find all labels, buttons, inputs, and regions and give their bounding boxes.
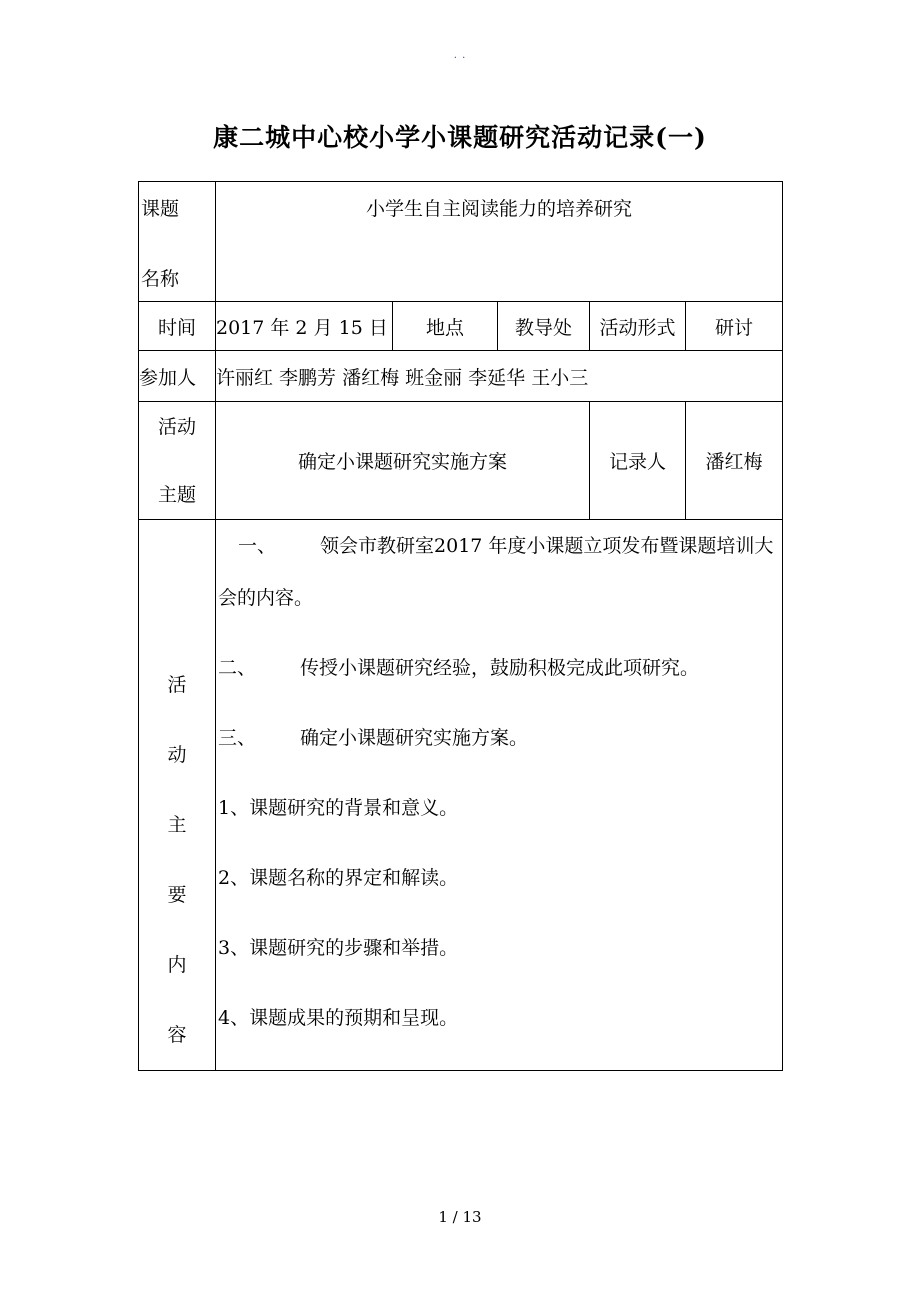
content-item-text: 确定小课题研究实施方案。 — [300, 727, 529, 749]
content-item-num: 二、 — [218, 657, 257, 679]
place-value: 教导处 — [498, 302, 590, 351]
topic-label-cell — [139, 182, 216, 302]
theme-label-line1: 活动 — [157, 415, 196, 438]
content-row — [139, 520, 783, 1071]
content-body — [216, 520, 783, 1071]
time-value: 2017 年 2 月 15 日 — [216, 302, 393, 351]
theme-row — [139, 402, 783, 520]
participants-row — [139, 351, 783, 402]
document-title: 康二城中心校小学小课题研究活动记录(一) — [213, 123, 707, 152]
theme-value: 确定小课题研究实施方案 — [216, 402, 590, 520]
content-label-cell — [139, 520, 216, 1071]
content-item-text: 3、课题研究的步骤和举措。 — [218, 937, 459, 959]
form-label: 活动形式 — [590, 302, 686, 351]
topic-label-line1: 课题 — [141, 198, 180, 220]
content-item-text: 4、课题成果的预期和呈现。 — [218, 1007, 459, 1029]
content-item-text: 领会市教研室2017 年度小课题立项发布暨课题培训大会的内容。 — [218, 535, 774, 609]
content-item-num: 三、 — [218, 727, 257, 749]
content-label-char: 活 — [167, 674, 187, 696]
time-row — [139, 302, 783, 351]
content-item-text: 传授小课题研究经验，鼓励积极完成此项研究。 — [300, 657, 700, 679]
form-value: 研讨 — [686, 302, 783, 351]
theme-label-cell — [139, 402, 216, 520]
participants-label: 参加人 — [139, 351, 216, 402]
recorder-label: 记录人 — [590, 402, 686, 520]
theme-label-line2: 主题 — [157, 483, 196, 506]
time-label: 时间 — [139, 302, 216, 351]
participants-value: 许丽红 李鹏芳 潘红梅 班金丽 李延华 王小三 — [216, 351, 783, 402]
header-mark: . . — [453, 50, 467, 61]
content-label-char: 要 — [167, 884, 187, 906]
content-label-char: 主 — [167, 814, 187, 836]
content-item-text: 2、课题名称的界定和解读。 — [218, 867, 459, 889]
topic-label-line2: 名称 — [141, 268, 180, 290]
content-item-text: 1、课题研究的背景和意义。 — [218, 797, 459, 819]
page-number: 1 / 13 — [438, 1208, 482, 1226]
content-item-num: 一、 — [238, 535, 277, 557]
topic-row — [139, 182, 783, 302]
topic-value: 小学生自主阅读能力的培养研究 — [216, 182, 783, 302]
place-label: 地点 — [393, 302, 498, 351]
content-label-char: 容 — [167, 1024, 187, 1046]
activity-record-table — [138, 181, 783, 1071]
recorder-value: 潘红梅 — [686, 402, 783, 520]
content-label-char: 动 — [167, 744, 187, 766]
content-label-char: 内 — [167, 954, 187, 976]
